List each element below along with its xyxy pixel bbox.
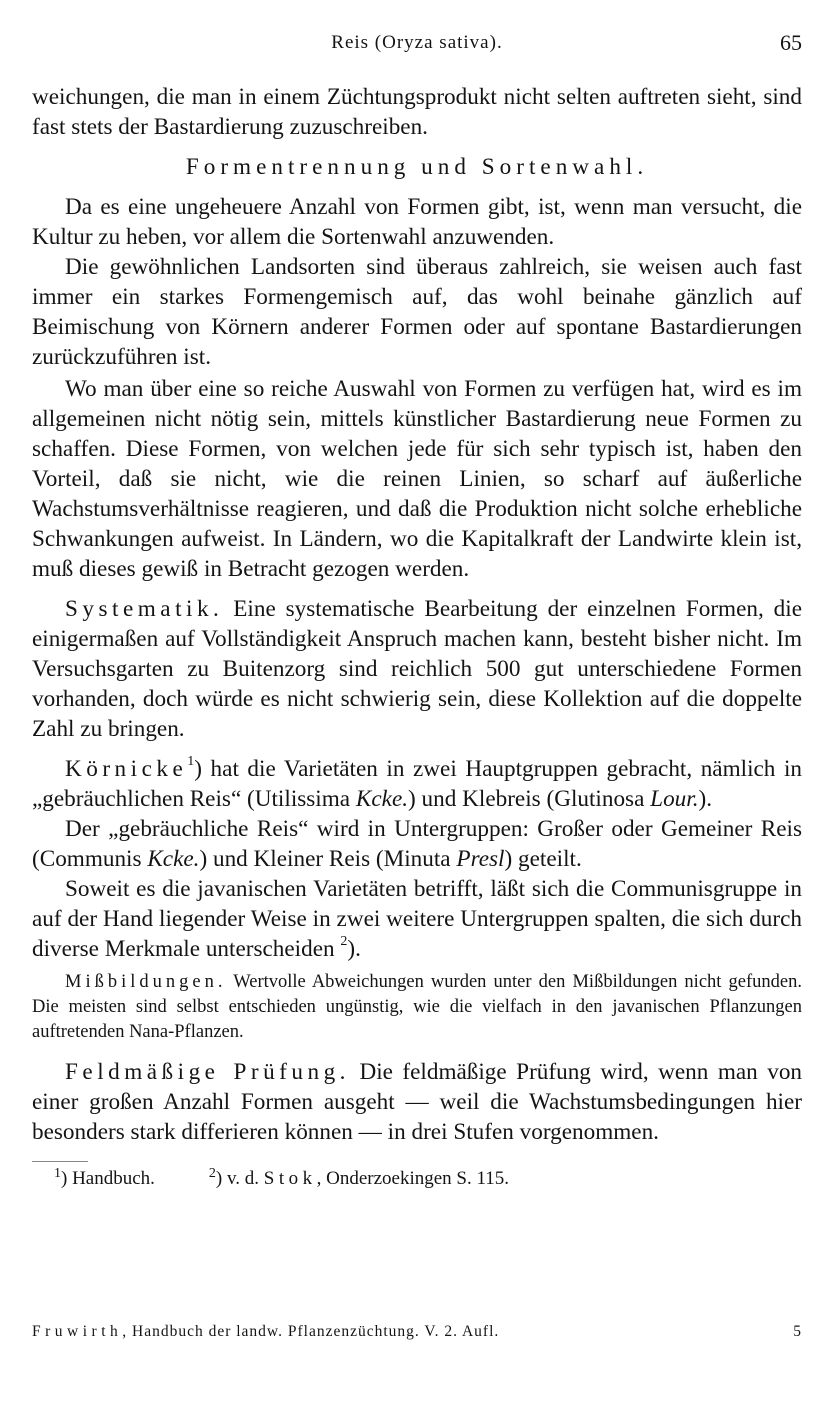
text-systematik: Eine systematische Bearbeitung der einzelnen Formen, die einigermaßen auf Vollständigkeit Anspruch machen kann, besteht bisher nicht. Im Versuchsgarten zu Buitenzorg sind reichlich 500 gut unterschiedene Formen vorhanden, doch würde es nicht schwierig sein, diese Kollektion auf die doppelte Zahl zu bringen.	[32, 596, 802, 742]
section-heading: Formentrennung und Sortenwahl.	[185, 154, 649, 180]
lead-pruefung: Feldmäßige Prüfung.	[65, 1059, 350, 1085]
text-untergruppen-a: Der „gebräuchliche Reis“ wird in Untergruppen: Großer oder Gemeiner Reis (Communis	[32, 816, 802, 872]
paragraph-landsorten: Die gewöhnlichen Landsorten sind überaus zahlreich, sie weisen auch fast immer ein starkes Formengemisch auf, das wohl beinahe gänzlich auf Beimischung von Körnern anderer Formen oder auf spontane Bastardierungen zurückzuführen ist.	[32, 254, 802, 370]
text-untergruppen-c: ) geteilt.	[504, 846, 582, 872]
imprint-author: Fruwirth	[32, 1323, 123, 1340]
text-communis-end: ).	[347, 936, 361, 962]
paragraph-auswahl: Wo man über eine so reiche Auswahl von Formen zu verfügen hat, wird es im allgemeinen nicht nötig sein, mittels künstlicher Bastardierung neue Formen zu schaffen. Diese Formen, von welchen jede für sich sehr typisch ist, haben den Vorteil, daß sie nicht, wie die reinen Linien, so scharf auf äußerliche Wachstumsverhältnisse reagieren, und daß die Produktion nicht solche erhebliche Schwankungen aufweist. In Ländern, wo die Kapitalkraft der Landwirte klein ist, muß dieses gewiß in Betracht gezogen werden.	[32, 376, 802, 582]
footnote-ref-2: 2	[340, 934, 348, 949]
footnote-mark-2: 2	[208, 1166, 216, 1181]
paragraph-koernicke	[32, 754, 802, 814]
paragraph-untergruppen	[32, 814, 802, 874]
running-title: Reis (Oryza sativa).	[331, 32, 503, 53]
author-presl: Presl	[456, 846, 505, 872]
footnote-mark-1: 1	[54, 1166, 61, 1181]
paragraph-sortenwahl: Da es eine ungeheuere Anzahl von Formen gibt, ist, wenn man versucht, die Kultur zu heben, vor allem die Sortenwahl anzuwenden.	[32, 194, 802, 250]
text-koernicke-b: ) und Klebreis (Glutinosa	[408, 786, 651, 812]
lead-missbildungen: Mißbildungen.	[65, 972, 227, 992]
paragraph-communis	[32, 874, 802, 964]
author-kcke-2: Kcke.	[147, 846, 200, 872]
text-koernicke-c: ).	[698, 786, 713, 812]
footnote-2-b: , Onderzoekingen S. 115.	[316, 1168, 510, 1189]
imprint-text: , Handbuch der landw. Pflanzenzüchtung. V. 2. Aufl.	[122, 1323, 500, 1340]
author-lour: Lour.	[650, 786, 699, 812]
text-missbildungen: Wertvolle Abweichungen wurden unter den Mißbildungen nicht gefunden. Die meisten sind selbst entschieden ungünstig, wie die vielfach in den javanischen Pflanzungen auftretenden Nana-Pflanzen.	[32, 972, 802, 1042]
text-communis: Soweit es die javanischen Varietäten betrifft, läßt sich die Communisgruppe in auf der Hand liegender Weise in zwei weitere Untergruppen spalten, die sich durch diverse Merkmale unterscheiden	[32, 876, 802, 962]
lead-systematik: Systematik.	[65, 596, 224, 622]
running-header	[32, 30, 802, 60]
text-untergruppen-b: ) und Kleiner Reis (Minuta	[199, 846, 457, 872]
paragraph-systematik	[32, 594, 802, 744]
author-kcke: Kcke.	[355, 786, 409, 812]
text-pruefung: Die feldmäßige Prüfung wird, wenn man von einer großen Anzahl Formen ausgeht — weil die Wachstumsbedingungen hier besonders stark differieren können — in drei Stufen vorgenommen.	[32, 1059, 803, 1145]
footnote-1: ) Handbuch.	[61, 1168, 155, 1189]
sheet-signature: 5	[793, 1323, 802, 1340]
footnote-rule	[32, 1161, 88, 1162]
lead-koernicke: Körnicke	[65, 756, 188, 782]
paragraph-continuation: weichungen, die man in einem Züchtungsprodukt nicht selten auftreten sieht, sind fast stets der Bastardierung zuzuschreiben.	[32, 84, 802, 140]
page-body	[32, 82, 802, 1192]
footnote-2-name: Stok	[263, 1168, 317, 1189]
text-koernicke-a: ) hat die Varietäten in zwei Hauptgruppen gebracht, nämlich in „gebräuchlichen Reis“ (Utilissima	[32, 756, 802, 812]
imprint-line	[32, 1323, 802, 1341]
footnotes	[32, 1166, 802, 1192]
footnote-ref-1: 1	[187, 754, 195, 769]
footnote-2-a: ) v. d.	[215, 1168, 264, 1189]
paragraph-pruefung	[32, 1057, 802, 1147]
page-number: 65	[780, 30, 802, 55]
paragraph-missbildungen	[32, 970, 802, 1045]
